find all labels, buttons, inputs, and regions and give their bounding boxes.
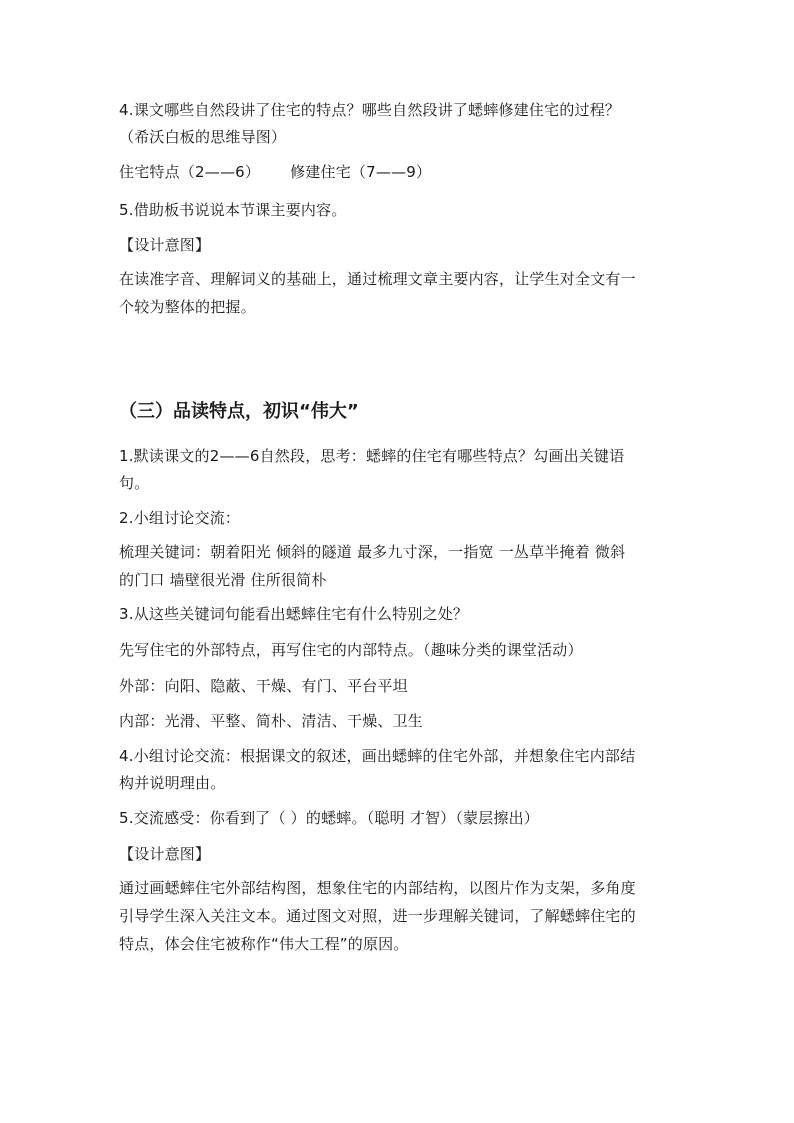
- keywords-line-2: 的门口 墙壁很光滑 住所很简朴: [119, 571, 327, 589]
- section-heading: （三）品读特点，初识“伟大”: [119, 401, 359, 422]
- question-5: 5.借助板书说说本节课主要内容。: [119, 201, 347, 219]
- design-intent-line-2: 引导学生深入关注文本。通过图文对照，进一步理解关键词，了解蟋蟀住宅的: [119, 907, 636, 925]
- answer-construction: 修建住宅（7——9）: [290, 163, 432, 181]
- question-4-line-1: 4.小组讨论交流：根据课文的叙述，画出蟋蟀的住宅外部，并想象住宅内部结: [119, 747, 636, 765]
- question-4-line-2: 构并说明理由。: [119, 774, 226, 792]
- design-intent-line-1: 在读准字音、理解词义的基础上，通过梳理文章主要内容，让学生对全文有一: [119, 270, 636, 288]
- question-4-line-1: 4.课文哪些自然段讲了住宅的特点？哪些自然段讲了蟋蟀修建住宅的过程？: [119, 101, 621, 119]
- question-5: 5.交流感受：你看到了（ ）的蟋蟀。（聪明 才智）（蒙层擦出）: [119, 809, 540, 827]
- interior-features: 内部：光滑、平整、简朴、清洁、干燥、卫生: [119, 712, 424, 730]
- question-4-line-2: （希沃白板的思维导图）: [119, 128, 287, 146]
- question-3: 3.从这些关键词句能看出蟋蟀住宅有什么特别之处？: [119, 605, 469, 623]
- question-1-line-1: 1.默读课文的2——6自然段，思考：蟋蟀的住宅有哪些特点？勾画出关键语: [119, 447, 625, 465]
- design-intent-line-1: 通过画蟋蟀住宅外部结构图，想象住宅的内部结构，以图片作为支架，多角度: [119, 879, 636, 897]
- design-intent-line-3: 特点，体会住宅被称作“伟大工程”的原因。: [119, 935, 409, 953]
- exterior-features: 外部：向阳、隐蔽、干燥、有门、平台平坦: [119, 677, 408, 695]
- keywords-line-1: 梳理关键词：朝着阳光 倾斜的隧道 最多九寸深，一指宽 一丛草半掩着 微斜: [119, 543, 626, 561]
- question-2: 2.小组讨论交流：: [119, 509, 241, 527]
- design-intent-line-2: 个较为整体的把握。: [119, 298, 256, 316]
- design-intent-label: 【设计意图】: [119, 236, 211, 254]
- question-1-line-2: 句。: [119, 474, 150, 492]
- answer-paragraph-groups: [119, 162, 679, 182]
- answer-order: 先写住宅的外部特点，再写住宅的内部特点。（趣味分类的课堂活动）: [119, 641, 583, 659]
- answer-features: 住宅特点（2——6）: [119, 163, 261, 181]
- design-intent-label: 【设计意图】: [119, 845, 211, 863]
